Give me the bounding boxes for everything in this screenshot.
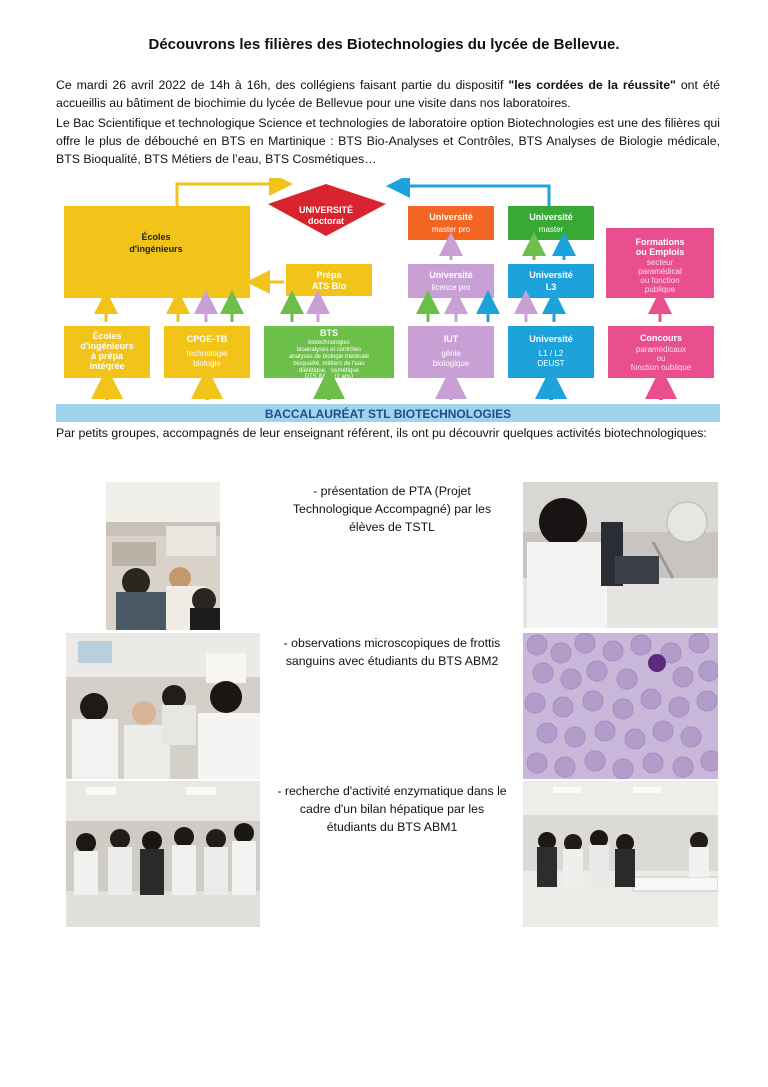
universite-label-2: doctorat [308,216,344,226]
box-master [508,206,594,240]
orientation-diagram [56,178,720,424]
intro-paragraph-2: Le Bac Scientifique et technologique Science et technologies de laboratoire option Biotechnologies est une des filières qui offre le plus de débouché en BTS en Martinique : BTS Bio-Analyses et Contrôles, BTS Analyses de Biologie médicale, BTS Bioqualité, BTS Métiers de l’eau, BTS Cosmétiques… [56,116,720,166]
box-universite-doctorat [268,184,386,236]
concours-label-1: Concours [639,333,683,343]
univ-label-2: L1 / L2 [538,349,564,358]
licence-pro-label-1: Université [429,270,473,280]
formations-label-4: paramédical [638,267,682,276]
bts-label-5: bioqualité, métiers de l'eau [293,361,365,367]
box-master-pro [408,206,494,240]
concours-label-2: paramédicaux [635,345,687,354]
page-title: Découvrons les filières des Biotechnologies du lycée de Bellevue. [148,36,620,53]
univ-label-1: Université [529,334,573,344]
ecoles-prepa-label-3: à prépa [90,351,124,361]
photo-lab-group [66,633,260,779]
ecoles-label-1: Écoles [141,232,171,242]
bts-label-6: diététique, cosmétique [298,368,360,374]
cpge-label-3: biologie [193,359,221,368]
concours-label-3: ou [656,354,666,363]
intro-paragraph-1 [56,76,720,112]
universite-label-1: UNIVERSITÉ [298,205,354,215]
box-universite-licence [508,326,594,378]
master-pro-label-1: Université [429,212,473,222]
iut-label-3: biologique [432,359,470,368]
photo-lab-room [523,781,718,927]
ecoles-prepa-label-2: d'ingénieurs [80,341,134,351]
box-ecoles-prepa-integree [64,326,150,378]
photo-students-lab-bench [66,781,260,927]
bts-label-4: analyses de biologie médicale [288,354,370,360]
l3-label-2: L3 [545,282,557,292]
box-licence-pro [408,264,494,298]
formations-label-1: Formations [635,237,685,247]
cpge-label-2: technologie [186,349,228,358]
activity-caption-1: - présentation de PTA (Projet Technologique Accompagné) par les élèves de TSTL [292,484,492,534]
photo-blood-smear [523,633,718,779]
master-label-2: master [538,225,564,234]
bts-label-1: BTS [320,328,338,338]
box-prepa-ats [286,264,372,296]
formations-label-2: ou Emplois [635,247,685,257]
iut-label-1: IUT [443,334,459,344]
bts-label-2: biotechnologies [308,340,350,346]
cpge-label-1: CPGE-TB [186,334,228,344]
box-formations-emplois [606,228,714,298]
intro-text: Ce mardi 26 avril 2022 de 14h à 16h, des collégiens faisant partie du dispositif [56,78,509,92]
iut-label-2: génie [441,349,461,358]
licence-pro-label-2: licence pro [431,283,471,292]
photo-microscope-student [523,482,718,628]
formations-label-3: secteur [646,258,674,267]
box-iut [408,326,494,378]
box-universite-l3 [508,264,594,298]
box-bts [264,326,394,380]
baseline-bac-stl [56,404,720,422]
formations-label-6: publique [644,285,676,294]
ecoles-prepa-label-1: Écoles [92,331,122,341]
prepa-label-2: ATS Bio [311,281,347,291]
activity-caption-3: - recherche d'activité enzymatique dans le cadre d'un bilan hépatique par les étudiants du BTS ABM1 [277,784,507,834]
concours-label-4: fonction publique [630,363,692,372]
ecoles-prepa-label-4: intégrée [89,361,125,371]
photo-classroom-pta [106,482,220,630]
bts-label-7: DTS IMRT (2 ans) [304,374,354,380]
master-pro-label-2: master pro [431,225,471,234]
box-ecoles-ingenieurs [64,206,250,298]
formations-label-5: ou fonction [640,276,680,285]
baseline-label: BACCALAURÉAT STL BIOTECHNOLOGIES [264,407,512,421]
bts-label-3: bioanalyses et contrôles [296,347,362,353]
box-concours [608,326,714,378]
master-label-1: Université [529,212,573,222]
l3-label-1: Université [529,270,573,280]
ecoles-label-2: d'ingénieurs [129,244,183,254]
activity-caption-2: - observations microscopiques de frottis sanguins avec étudiants du BTS ABM2 [283,636,501,668]
intro-highlight: "les cordées de la réussite" [508,78,676,92]
box-cpge-tb [164,326,250,378]
intro-text-end: ont été accueillis au bâtiment de biochimie du lycée de Bellevue pour une visite dans nos laboratoires. [56,78,720,110]
activities-intro: Par petits groupes, accompagnés de leur enseignant référent, ils ont pu découvrir quelques activités biotechnologiques: [56,426,707,440]
univ-label-3: DEUST [537,359,565,368]
prepa-label-1: Prépa [316,270,342,280]
